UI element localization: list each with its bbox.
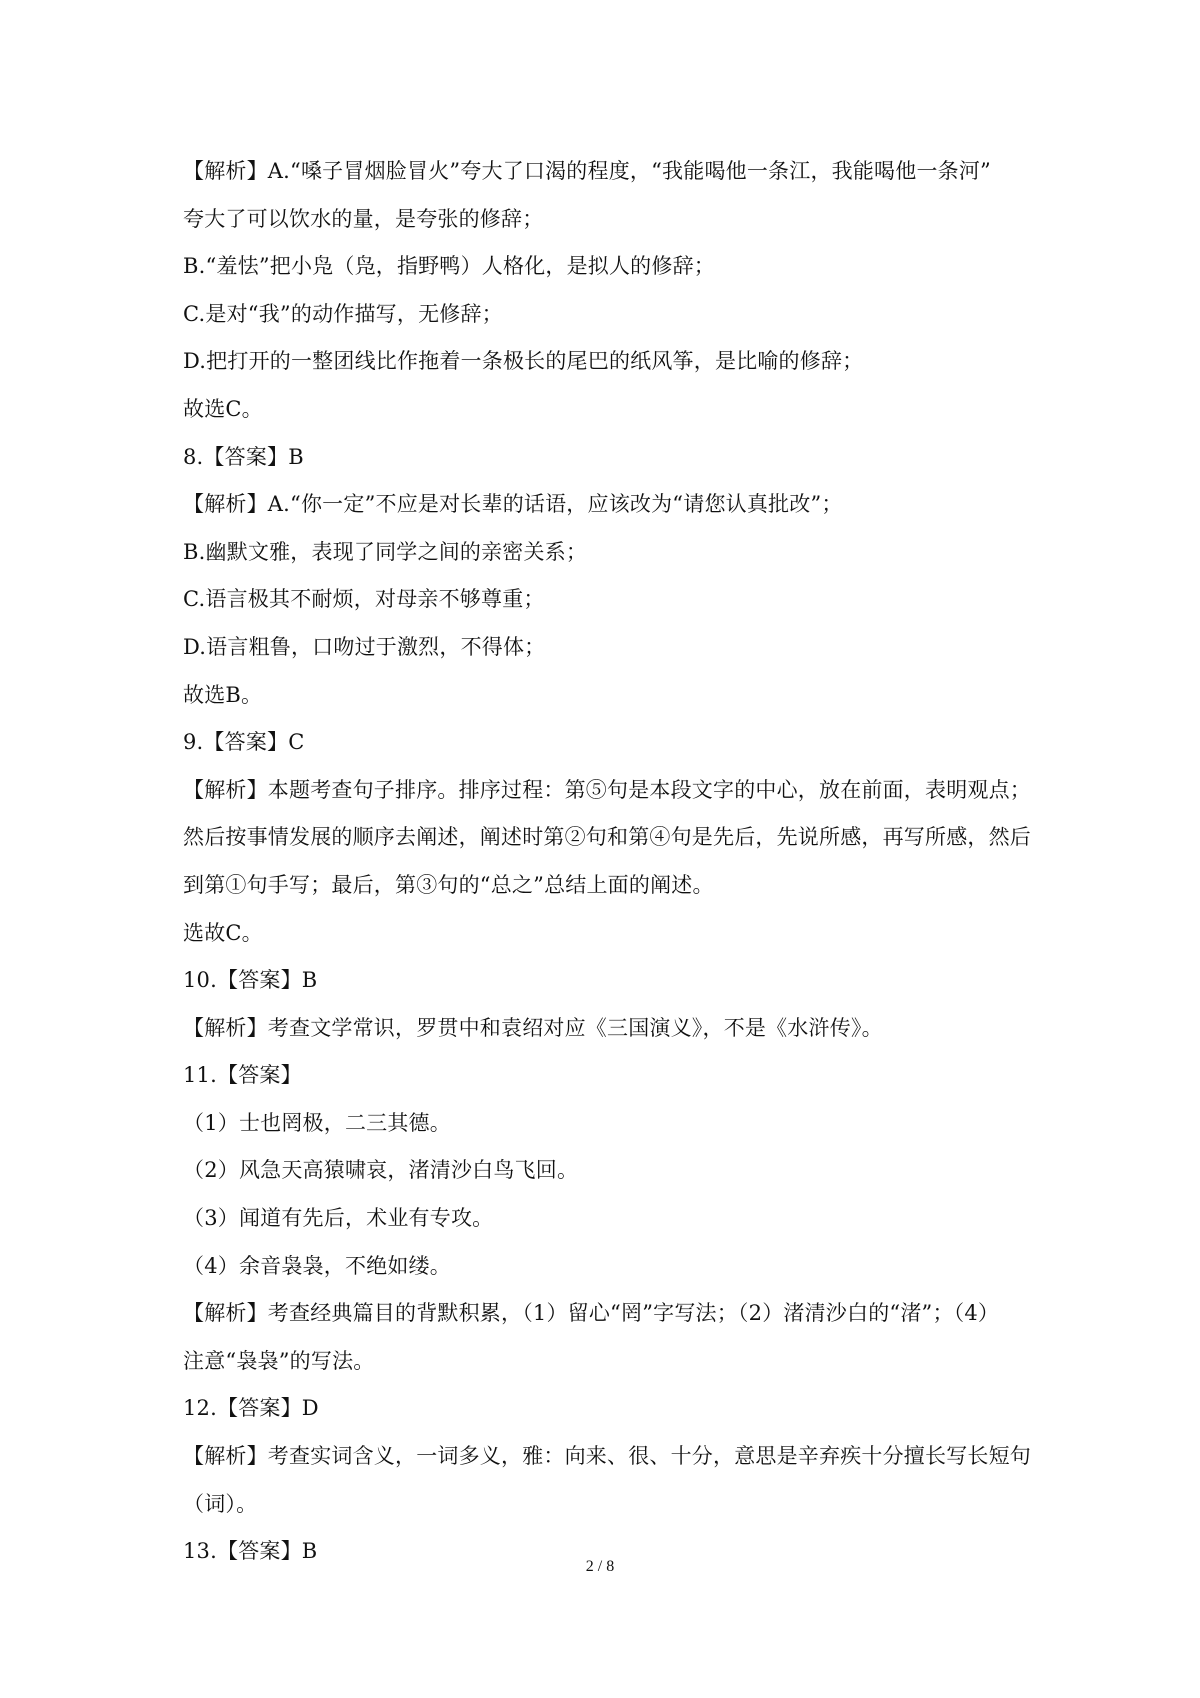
text-line: 【解析】考查文学常识，罗贯中和袁绍对应《三国演义》，不是《水浒传》。 bbox=[183, 1015, 883, 1040]
text-line: （3）闻道有先后，术业有专攻。 bbox=[183, 1206, 494, 1231]
answer-heading-12: 12.【答案】D bbox=[183, 1396, 319, 1421]
text-line: C.语言极其不耐烦，对母亲不够尊重； bbox=[183, 587, 545, 612]
text-line: （1）士也罔极，二三其德。 bbox=[183, 1110, 451, 1135]
text-line: 【解析】考查实词含义，一词多义，雅：向来、很、十分，意思是辛弃疾十分擅长写长短句 bbox=[183, 1444, 1031, 1469]
answer-heading-9: 9.【答案】C bbox=[183, 730, 305, 755]
text-line: 到第①句手写；最后，第③句的“总之”总结上面的阐述。 bbox=[183, 872, 714, 897]
text-line: （4）余音袅袅，不绝如缕。 bbox=[183, 1253, 451, 1278]
text-line: 【解析】考查经典篇目的背默积累，（1）留心“罔”字写法；（2）渚清沙白的“渚”；（4） bbox=[183, 1301, 1000, 1326]
answer-heading-8: 8.【答案】B bbox=[183, 444, 304, 469]
text-line: 然后按事情发展的顺序去阐述，阐述时第②句和第④句是先后，先说所感，再写所感，然后 bbox=[183, 825, 1031, 850]
text-line: 故选C。 bbox=[183, 396, 263, 421]
text-line: 夸大了可以饮水的量，是夸张的修辞； bbox=[183, 206, 544, 231]
text-line: 【解析】本题考查句子排序。排序过程：第⑤句是本段文字的中心，放在前面，表明观点； bbox=[183, 777, 1031, 802]
answer-heading-13: 13.【答案】B bbox=[183, 1539, 318, 1564]
answer-heading-11: 11.【答案】 bbox=[183, 1063, 302, 1088]
text-line: B.“羞怯”把小凫（凫，指野鸭）人格化，是拟人的修辞； bbox=[183, 254, 715, 279]
text-line: 注意“袅袅”的写法。 bbox=[183, 1348, 375, 1373]
text-line: D.把打开的一整团线比作拖着一条极长的尾巴的纸风筝，是比喻的修辞； bbox=[183, 349, 864, 374]
text-line: （词）。 bbox=[183, 1491, 258, 1516]
text-line: （2）风急天高猿啸哀，渚清沙白鸟飞回。 bbox=[183, 1158, 579, 1183]
text-line: C.是对“我”的动作描写，无修辞； bbox=[183, 301, 503, 326]
text-line: 【解析】A.“嗓子冒烟脸冒火”夸大了口渴的程度，“我能喝他一条江，我能喝他一条河” bbox=[183, 159, 991, 183]
text-line: 选故C。 bbox=[183, 920, 263, 945]
text-line: B.幽默文雅，表现了同学之间的亲密关系； bbox=[183, 539, 588, 564]
page-number: 2 / 8 bbox=[585, 1558, 615, 1575]
answer-text-block bbox=[183, 148, 1033, 1576]
text-line: 故选B。 bbox=[183, 682, 263, 707]
text-line: 【解析】A.“你一定”不应是对长辈的话语，应该改为“请您认真批改”； bbox=[183, 492, 843, 517]
answer-heading-10: 10.【答案】B bbox=[183, 968, 318, 993]
text-line: D.语言粗鲁，口吻过于激烈，不得体； bbox=[183, 634, 546, 659]
